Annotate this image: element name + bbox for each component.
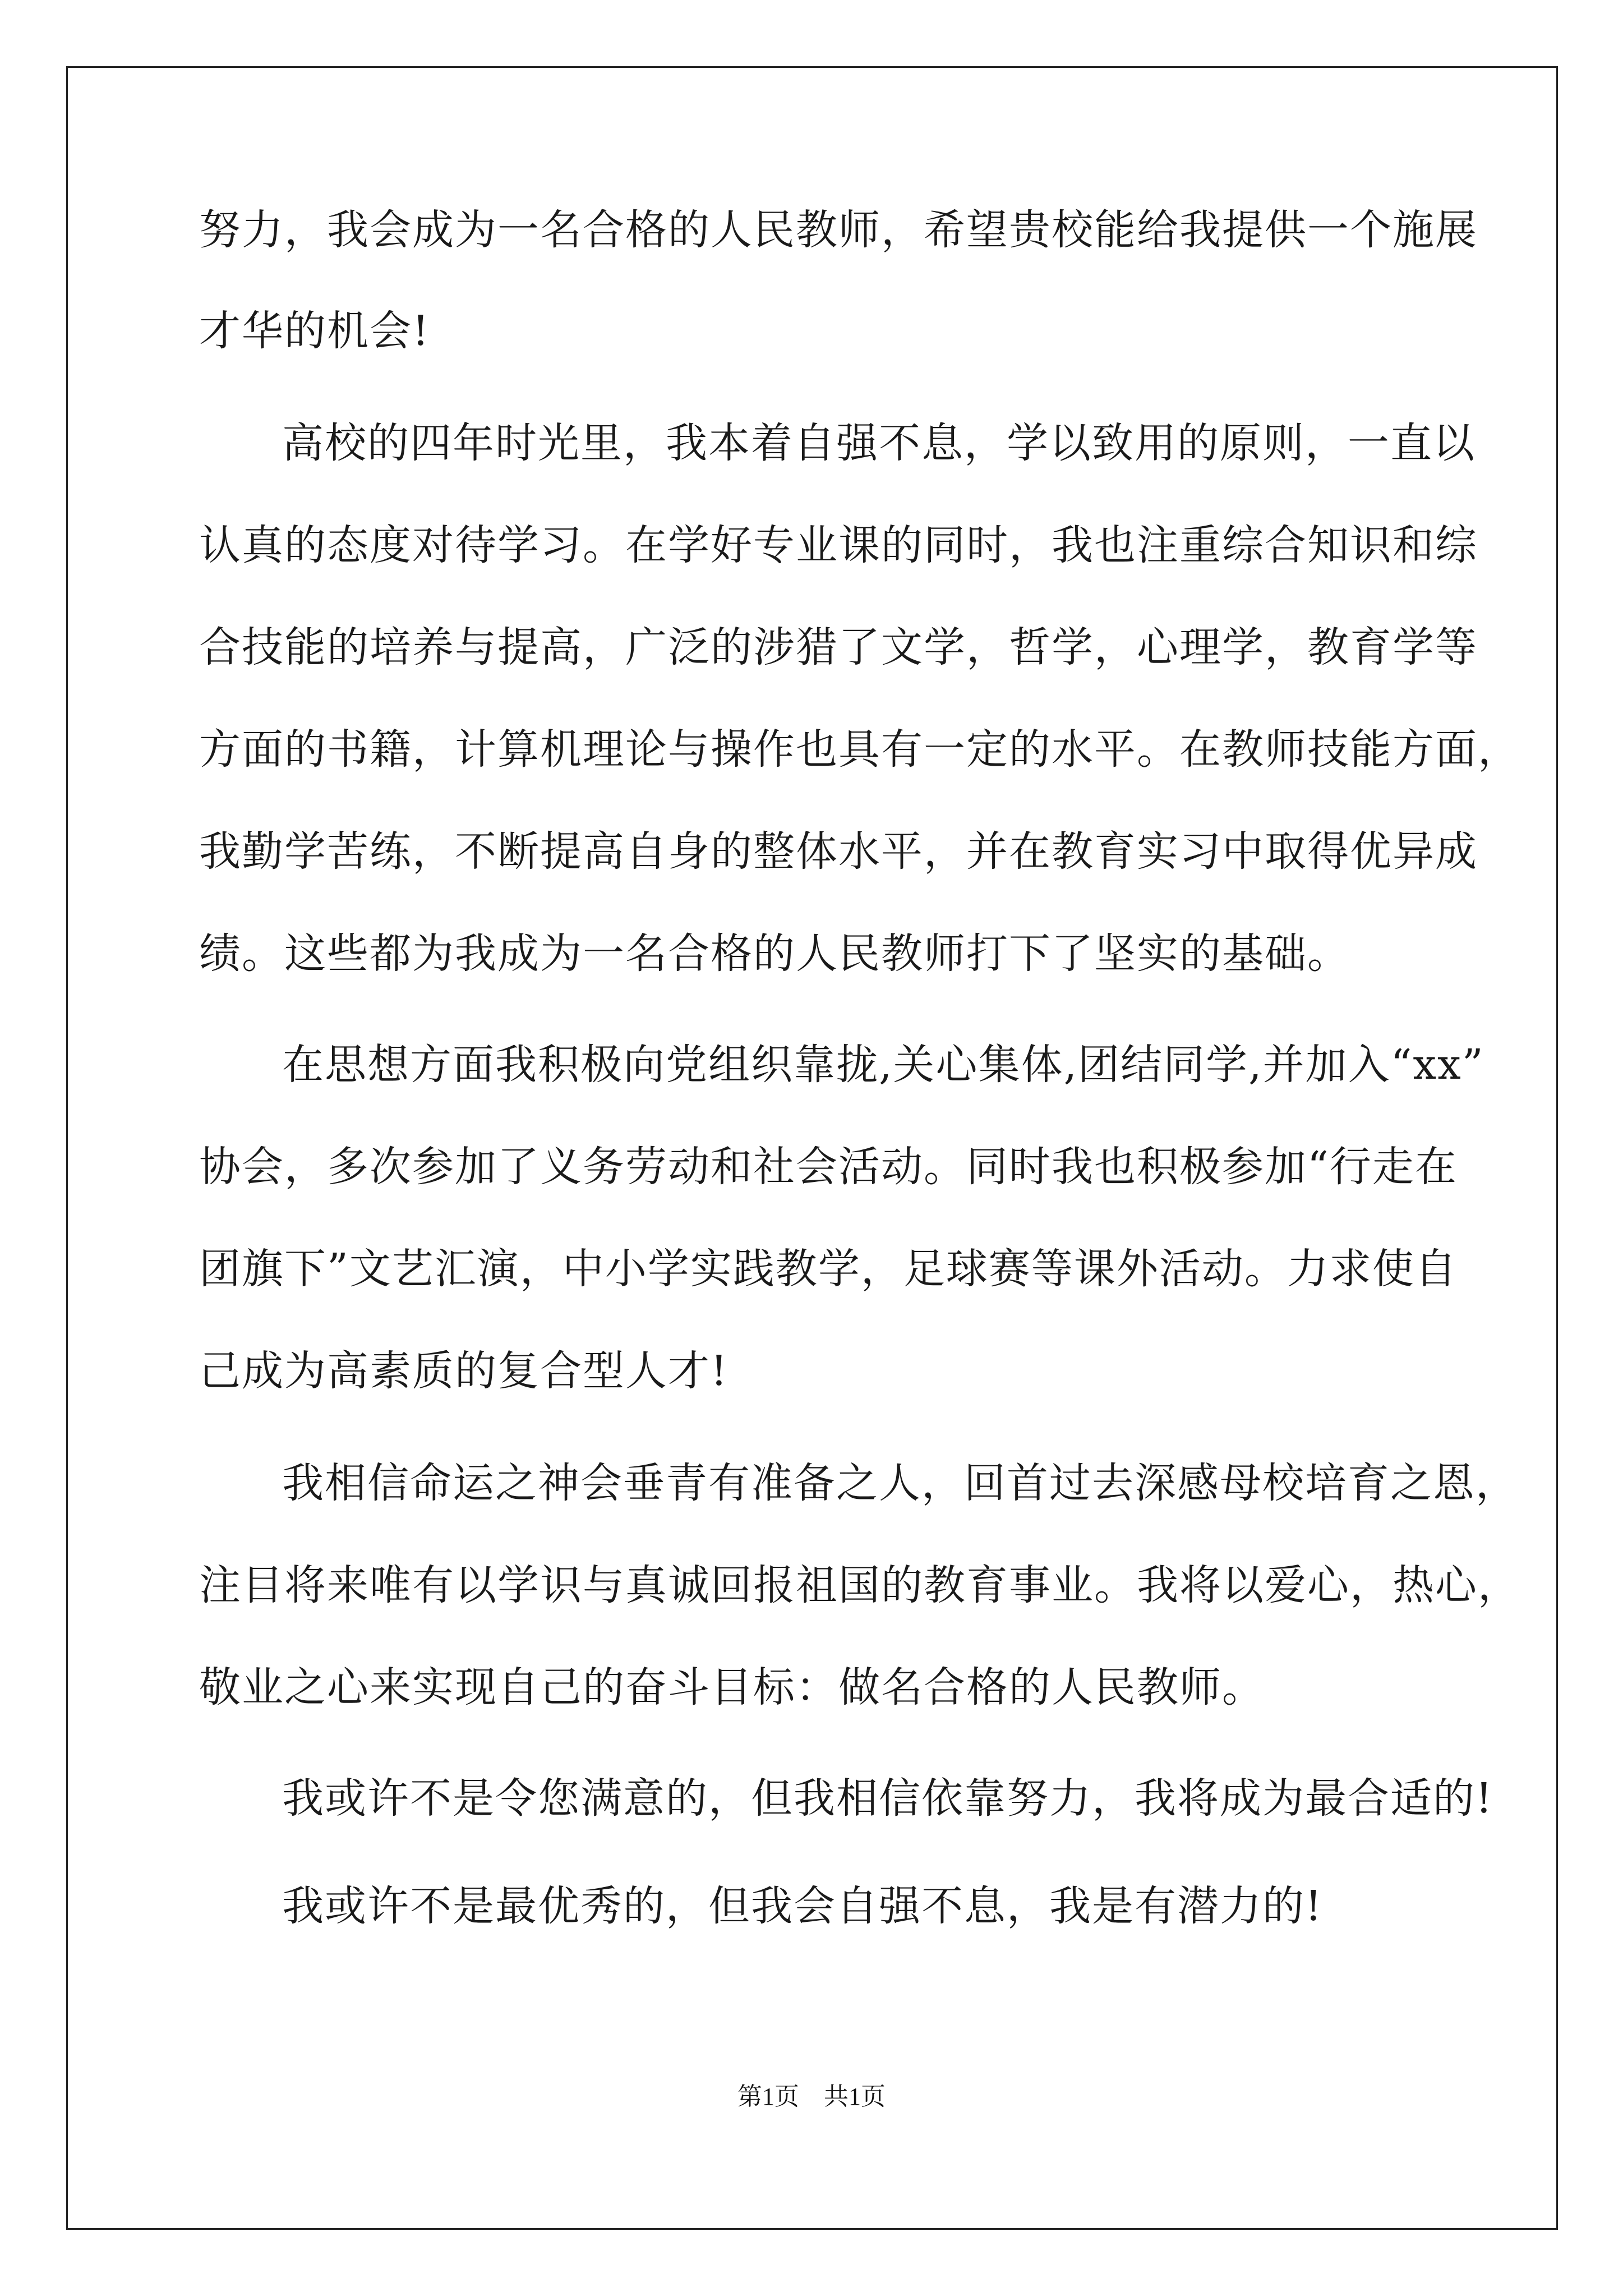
text-line: 绩。这些都为我成为一名合格的人民教师打下了坚实的基础。 xyxy=(199,930,1350,978)
text-line: 协会，多次参加了义务劳动和社会活动。同时我也积极参加“行走在 xyxy=(199,1143,1458,1191)
text-line: 我勤学苦练，不断提高自身的整体水平，并在教育实习中取得优异成 xyxy=(199,827,1478,876)
text-line: 方面的书籍，计算机理论与操作也具有一定的水平。在教师技能方面， xyxy=(199,725,1520,774)
text-line: 才华的机会! xyxy=(199,307,430,355)
text-line: 敬业之心来实现自己的奋斗目标：做名合格的人民教师。 xyxy=(199,1663,1265,1711)
text-line: 合技能的培养与提高，广泛的涉猎了文学，哲学，心理学，教育学等 xyxy=(199,623,1478,671)
paragraph-first-line: 我或许不是令您满意的，但我相信依靠努力，我将成为最合适的! xyxy=(282,1774,1493,1823)
paragraph-first-line: 我相信命运之神会垂青有准备之人，回首过去深感母校培育之恩， xyxy=(282,1459,1518,1507)
paragraph-first-line: 高校的四年时光里，我本着自强不息，学以致用的原则，一直以 xyxy=(282,419,1476,467)
text-line: 认真的态度对待学习。在学好专业课的同时，我也注重综合知识和综 xyxy=(199,521,1478,569)
paragraph-first-line: 在思想方面我积极向党组织靠拢,关心集体,团结同学,并加入“xx” xyxy=(282,1041,1484,1089)
page-number-footer: 第1页 共1页 xyxy=(737,2083,886,2110)
text-line: 注目将来唯有以学识与真诚回报祖国的教育事业。我将以爱心，热心， xyxy=(199,1561,1520,1609)
paragraph-first-line: 我或许不是最优秀的，但我会自强不息，我是有潜力的! xyxy=(282,1882,1323,1930)
text-line: 团旗下”文艺汇演，中小学实践教学，足球赛等课外活动。力求使自 xyxy=(199,1245,1458,1293)
text-line: 努力，我会成为一名合格的人民教师，希望贵校能给我提供一个施展 xyxy=(199,206,1478,254)
text-line: 己成为高素质的复合型人才! xyxy=(199,1347,728,1395)
